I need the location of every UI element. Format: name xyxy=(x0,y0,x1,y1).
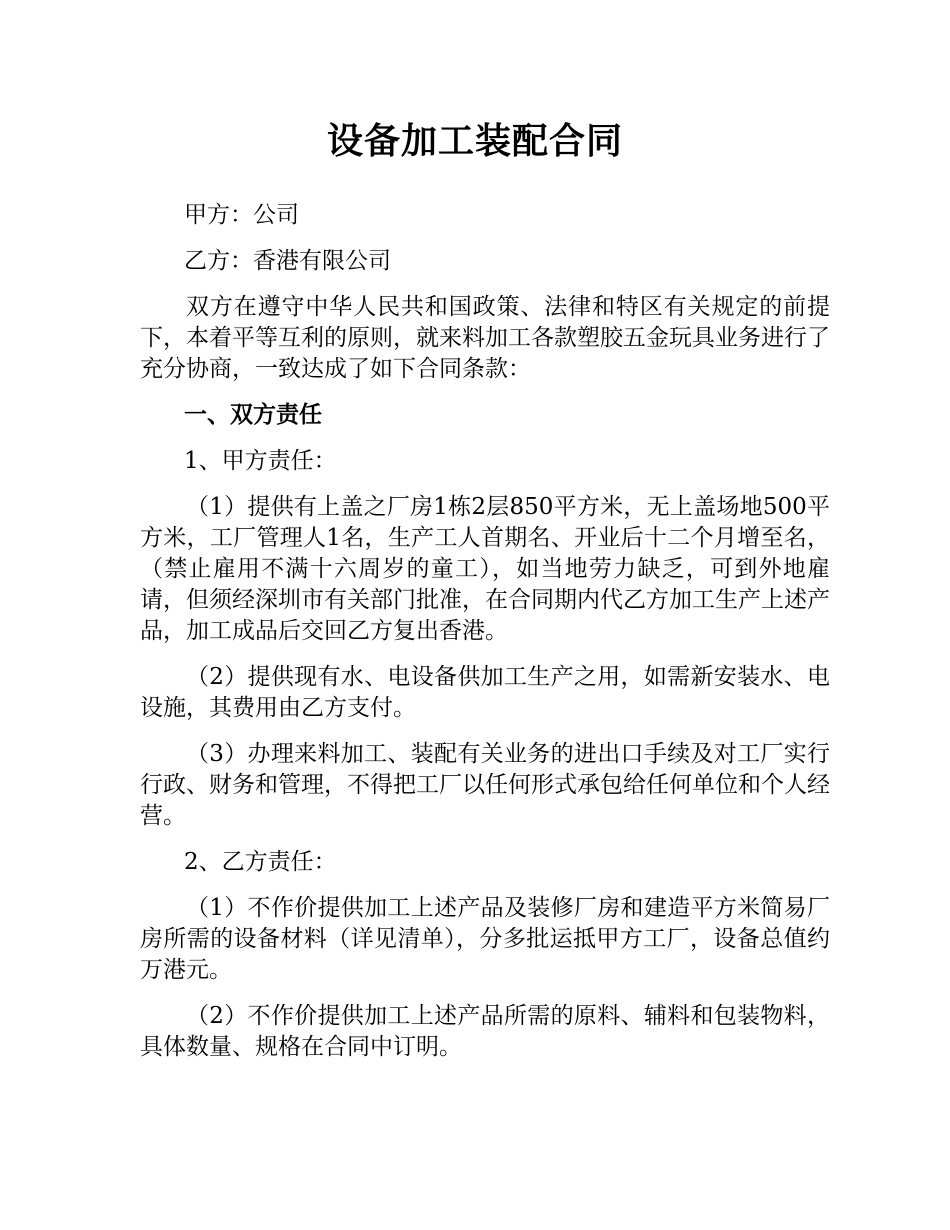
section-heading-responsibilities: 一、双方责任 xyxy=(184,402,322,428)
party-a-line: 甲方：公司 xyxy=(184,202,299,228)
party-a-item-3: （3）办理来料加工、装配有关业务的进出口手续及对工厂实行行政、财务和管理，不得把工厂以任何形式承包给任何单位和个人经营。 xyxy=(140,741,830,829)
party-a-item-2: （2）提供现有水、电设备供加工生产之用，如需新安装水、电设施，其费用由乙方支付。 xyxy=(140,664,830,721)
party-b-responsibility-heading: 2、乙方责任： xyxy=(184,849,337,875)
document-body xyxy=(140,200,830,1063)
party-a-responsibility-heading: 1、甲方责任： xyxy=(184,448,337,474)
party-b-line: 乙方：香港有限公司 xyxy=(184,248,391,274)
document-title: 设备加工装配合同 xyxy=(326,121,623,162)
party-a-item-1: （1）提供有上盖之厂房1栋2层850平方米，无上盖场地500平方米，工厂管理人1名，生产工人首期名、开业后十二个月增至名，（禁止雇用不满十六周岁的童工），如当地劳力缺乏，可到外地雇请，但须经深圳市有关部门批准，在合同期内代乙方加工生产上述产品，加工成品后交回乙方复出香港。 xyxy=(140,494,830,644)
party-b-item-2: （2）不作价提供加工上述产品所需的原料、辅料和包装物料，具体数量、规格在合同中订明。 xyxy=(140,1003,830,1060)
party-b-item-1: （1）不作价提供加工上述产品及装修厂房和建造平方米简易厂房所需的设备材料（详见清单），分多批运抵甲方工厂，设备总值约万港元。 xyxy=(140,895,830,983)
intro-paragraph: 双方在遵守中华人民共和国政策、法律和特区有关规定的前提下，本着平等互利的原则，就来料加工各款塑胶五金玩具业务进行了充分协商，一致达成了如下合同条款： xyxy=(140,294,830,382)
